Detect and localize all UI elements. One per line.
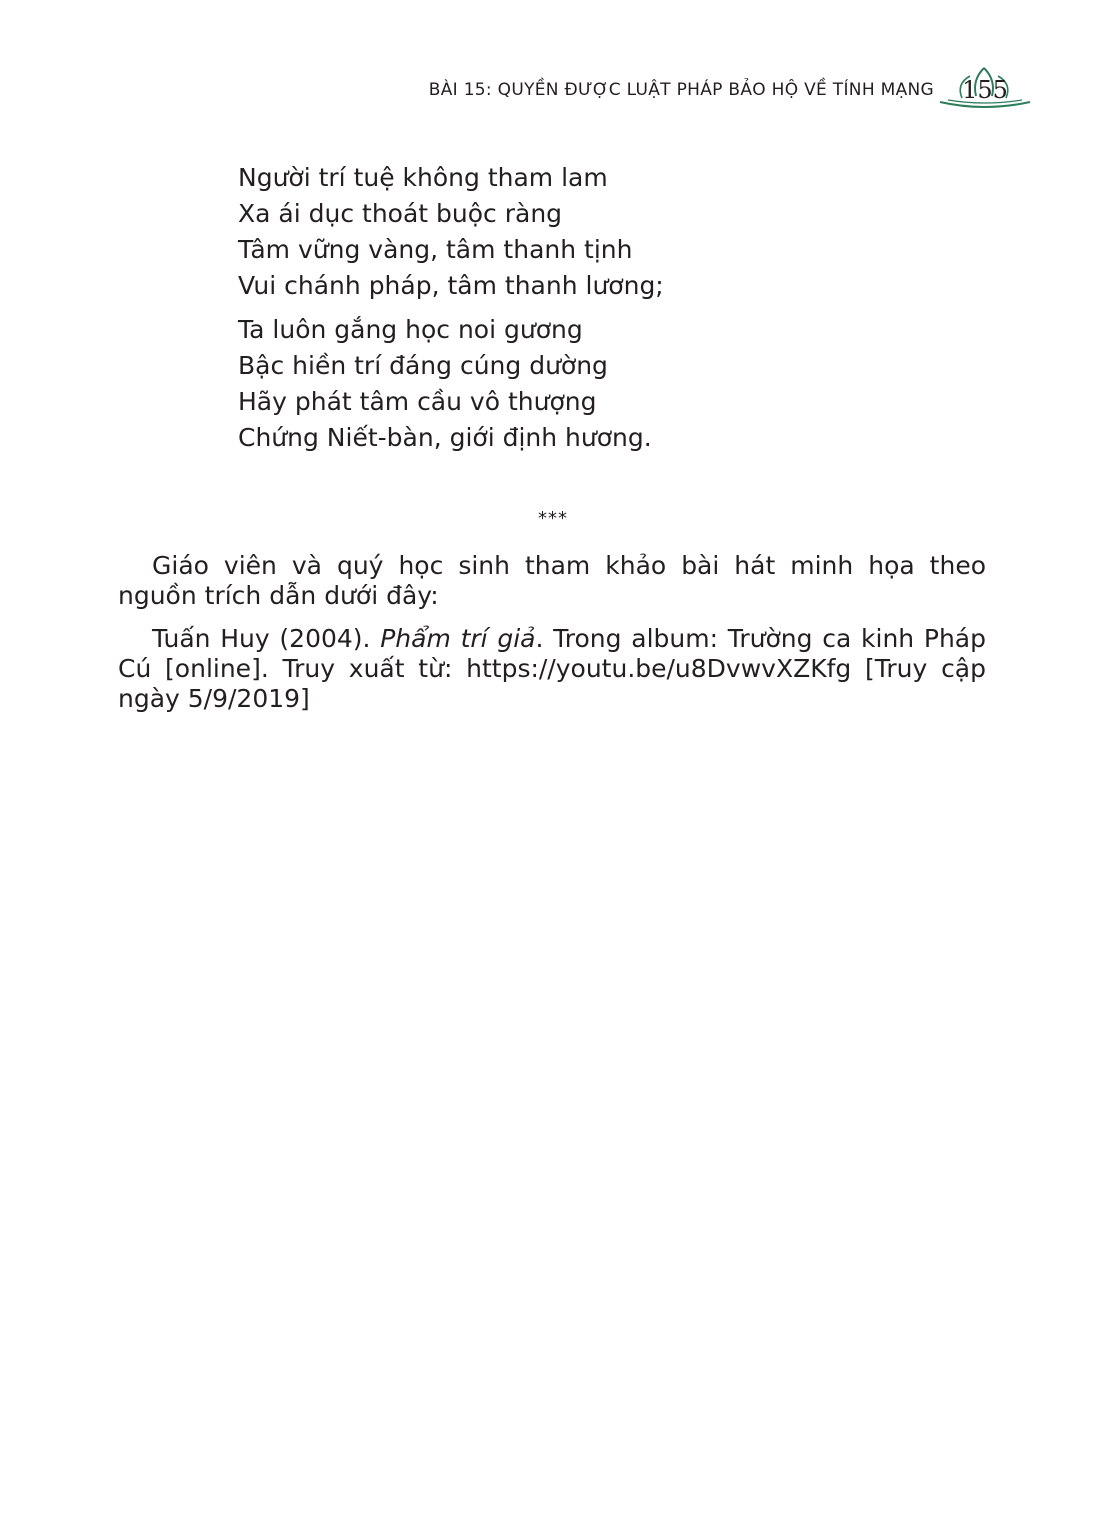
- page-number: 155: [962, 76, 1008, 104]
- chapter-title: BÀI 15: QUYỀN ĐƯỢC LUẬT PHÁP BẢO HỘ VỀ TÍNH MẠNG: [428, 80, 934, 100]
- poem-line: Người trí tuệ không tham lam: [238, 163, 608, 192]
- page-header: [0, 0, 1106, 120]
- poem-line: Hãy phát tâm cầu vô thượng: [238, 387, 597, 416]
- poem-stanza-2: [238, 312, 664, 456]
- citation-details: . Trong album: Trường ca kinh Pháp Cú [online]. Truy xuất từ: https://youtu.be/u8DvwvXZKfg [Truy cập ngày 5/9/2019]: [118, 624, 986, 713]
- section-separator: ***: [538, 508, 568, 529]
- citation-song-title: Phẩm trí giả: [380, 624, 536, 653]
- poem: [238, 160, 664, 464]
- poem-line: Ta luôn gắng học noi gương: [238, 315, 583, 344]
- citation-author: Tuấn Huy (2004).: [152, 624, 381, 653]
- poem-line: Xa ái dục thoát buộc ràng: [238, 199, 563, 228]
- poem-line: Bậc hiền trí đáng cúng dường: [238, 351, 608, 380]
- citation-paragraph: [118, 624, 986, 714]
- poem-line: Vui chánh pháp, tâm thanh lương;: [238, 271, 664, 300]
- poem-stanza-1: [238, 160, 664, 304]
- poem-line: Tâm vững vàng, tâm thanh tịnh: [238, 235, 633, 264]
- intro-paragraph: Giáo viên và quý học sinh tham khảo bài hát minh họa theo nguồn trích dẫn dưới đây:: [118, 551, 986, 610]
- poem-line: Chứng Niết-bàn, giới định hương.: [238, 423, 652, 452]
